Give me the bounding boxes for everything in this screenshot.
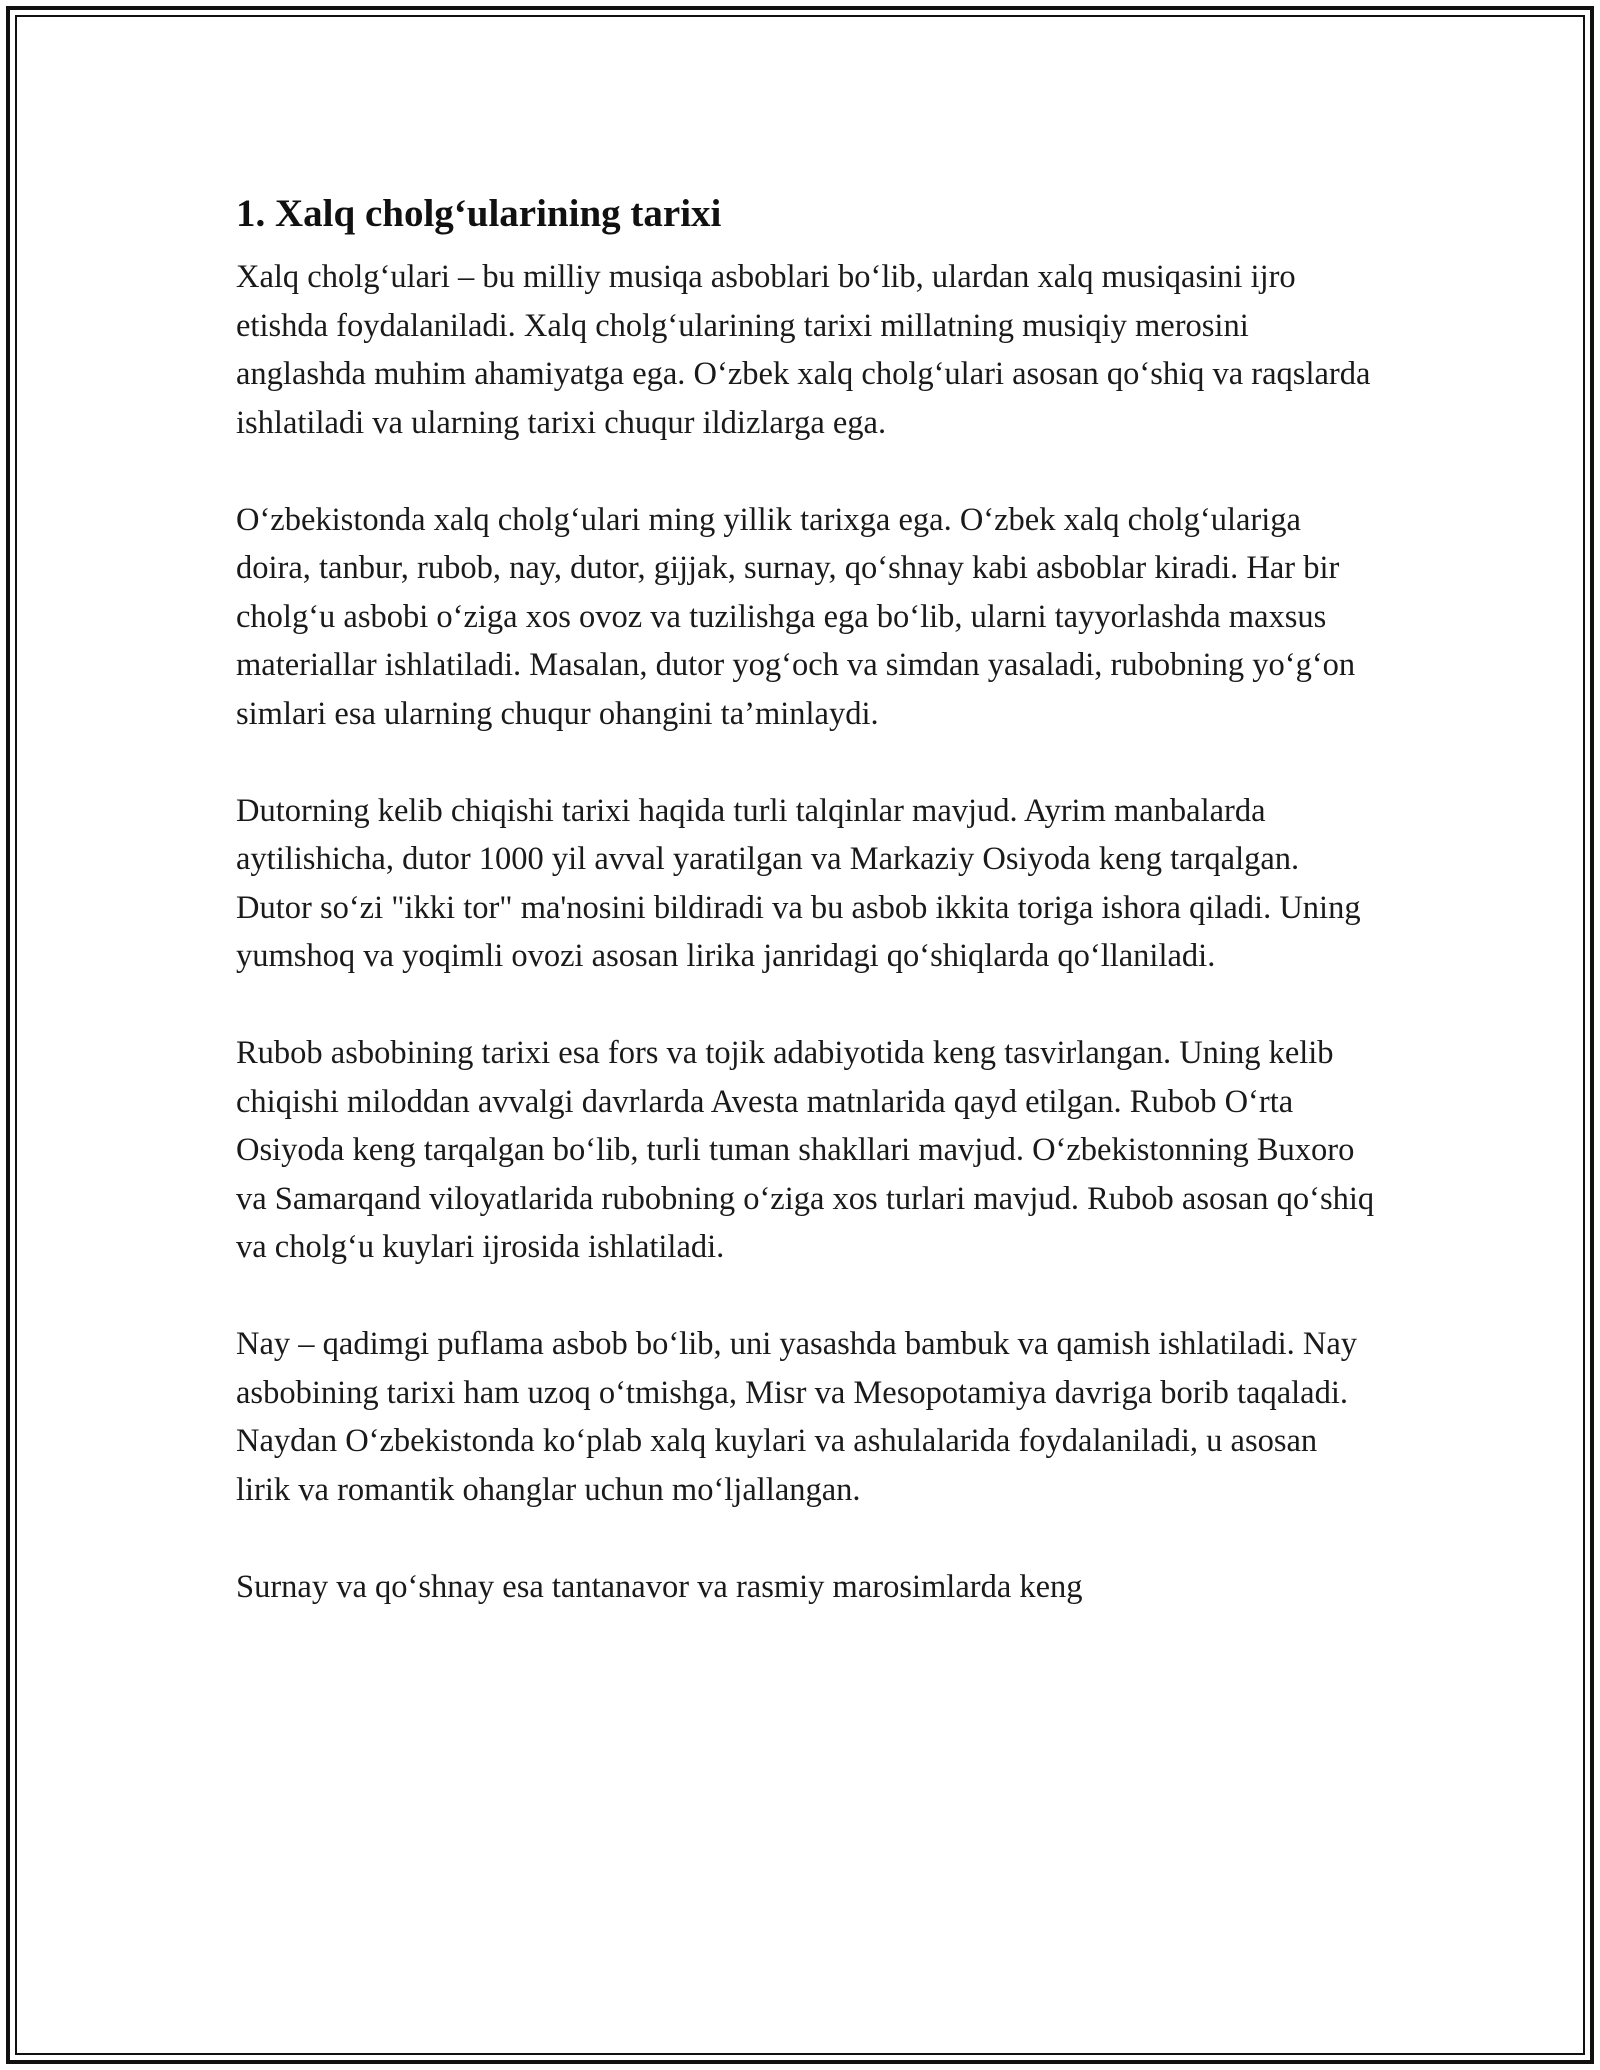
paragraph-surnay: Surnay va qo‘shnay esa tantanavor va rasmiy marosimlarda keng: [236, 1568, 1083, 1605]
document-body: [236, 185, 1376, 1660]
paragraph-nay: Nay – qadimgi puflama asbob bo‘lib, uni yasashda bambuk va qamish ishlatiladi. Nay asbobining tarixi ham uzoq o‘tmishga, Misr va Mesopotamiya davriga borib taqaladi. Naydan O‘zbekistonda ko‘plab xalq kuylari va ashulalarida foydalaniladi, u asosan lirik va romantik ohanglar uchun mo‘ljallangan.: [236, 1326, 1358, 1508]
section-heading: 1. Xalq cholg‘ularining tarixi: [236, 192, 722, 235]
paragraph-instruments: O‘zbekistonda xalq cholg‘ulari ming yillik tarixga ega. O‘zbek xalq cholg‘ulariga doira, tanbur, rubob, nay, dutor, gijjak, surnay, qo‘shnay kabi asboblar kiradi. Har bir cholg‘u asbobi o‘ziga xos ovoz va tuzilishga ega bo‘lib, ularni tayyorlashda maxsus materiallar ishlatiladi. Masalan, dutor yog‘och va simdan yasaladi, rubobning yo‘g‘on simlari esa ularning chuqur ohangini ta’minlaydi.: [236, 501, 1356, 732]
paragraph-rubob: Rubob asbobining tarixi esa fors va tojik adabiyotida keng tasvirlangan. Uning kelib chiqishi miloddan avvalgi davrlarda Avesta matnlarida qayd etilgan. Rubob O‘rta Osiyoda keng tarqalgan bo‘lib, turli tuman shakllari mavjud. O‘zbekistonning Buxoro va Samarqand viloyatlarida rubobning o‘ziga xos turlari mavjud. Rubob asosan qo‘shiq va cholg‘u kuylari ijrosida ishlatiladi.: [236, 1035, 1375, 1265]
paragraph-intro: Xalq cholg‘ulari – bu milliy musiqa asboblari bo‘lib, ulardan xalq musiqasini ijro etishda foydalaniladi. Xalq cholg‘ularining tarixi millatning musiqiy merosini anglashda muhim ahamiyatga ega. O‘zbek xalq cholg‘ulari asosan qo‘shiq va raqslarda ishlatiladi va ularning tarixi chuqur ildizlarga ega.: [236, 259, 1371, 441]
paragraph-dutor: Dutorning kelib chiqishi tarixi haqida turli talqinlar mavjud. Ayrim manbalarda aytilishicha, dutor 1000 yil avval yaratilgan va Markaziy Osiyoda keng tarqalgan. Dutor so‘zi "ikki tor" ma'nosini bildiradi va bu asbob ikkita toriga ishora qiladi. Uning yumshoq va yoqimli ovozi asosan lirika janridagi qo‘shiqlarda qo‘llaniladi.: [236, 792, 1361, 974]
